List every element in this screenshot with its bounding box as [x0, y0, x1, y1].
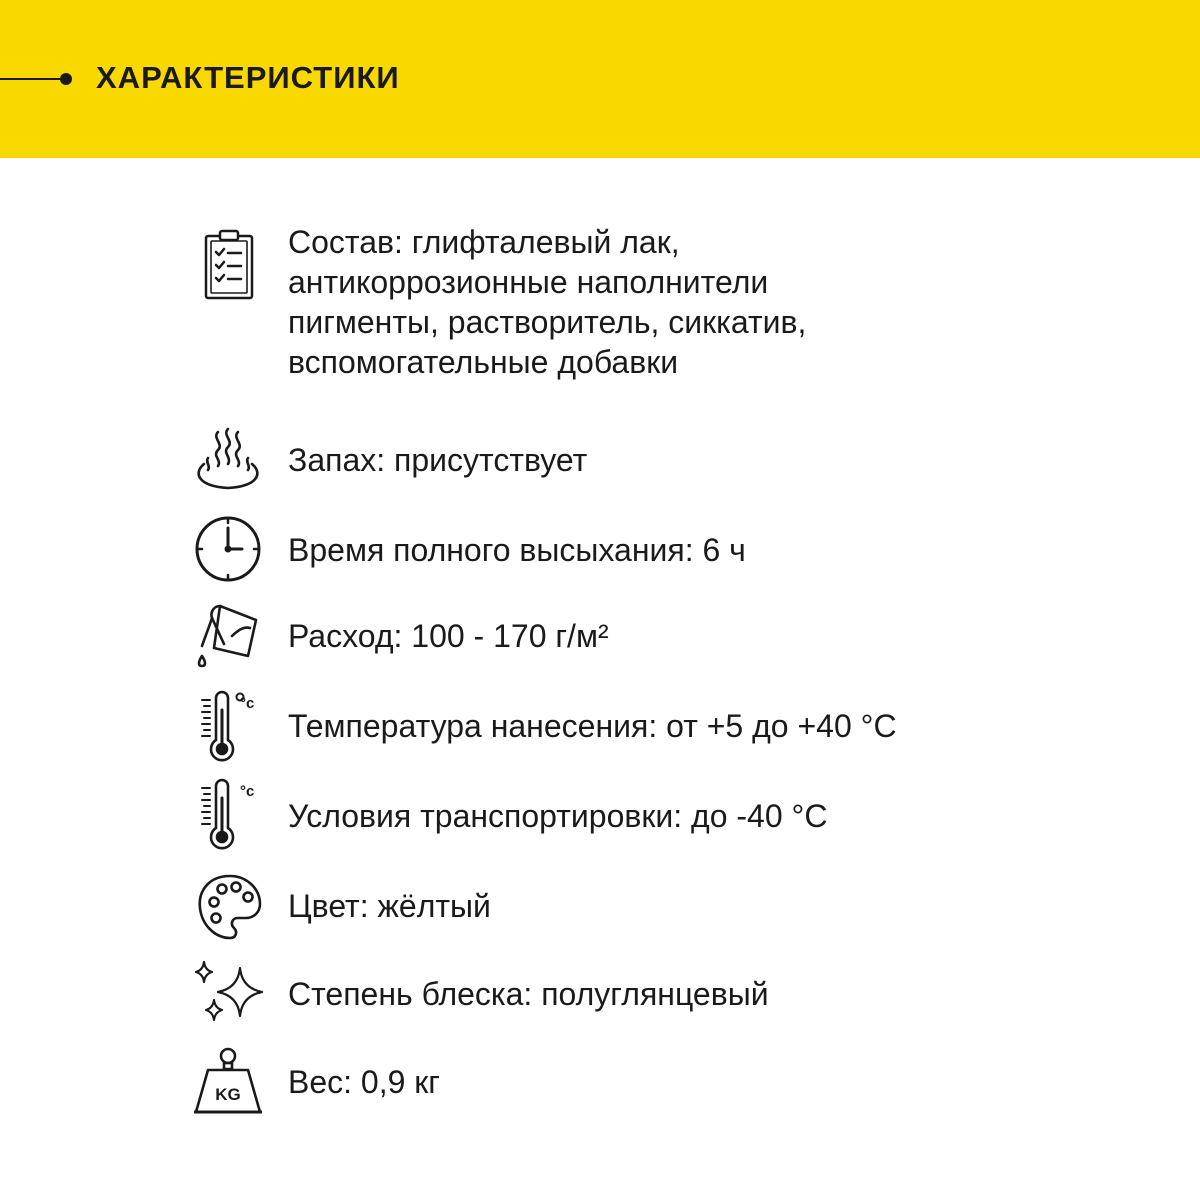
color-text: Цвет: жёлтый — [288, 888, 491, 924]
composition-line: пигменты, растворитель, сиккатив, — [288, 304, 807, 340]
thermometer-celsius-icon — [190, 778, 266, 850]
clock-icon — [190, 514, 266, 584]
clipboard-checklist-icon — [190, 228, 266, 300]
gloss-level-text: Степень блеска: полуглянцевый — [288, 976, 769, 1012]
composition-text — [288, 222, 806, 382]
thermometer-celsius-icon — [190, 690, 266, 762]
kg-badge: KG — [215, 1085, 241, 1104]
characteristic-consumption — [190, 600, 1150, 672]
paint-bucket-pour-icon — [190, 600, 266, 672]
characteristic-application-temperature — [190, 690, 1150, 762]
weight-text: Вес: 0,9 кг — [288, 1064, 440, 1100]
composition-line: антикоррозионные наполнители — [288, 264, 769, 300]
characteristic-weight — [190, 1044, 1150, 1120]
kg-weight-icon — [190, 1044, 266, 1120]
characteristic-gloss-level — [190, 958, 1150, 1030]
composition-line: Состав: глифталевый лак, — [288, 224, 680, 260]
smell-text: Запах: присутствует — [288, 442, 588, 478]
header-rule-line — [0, 78, 64, 80]
characteristic-color — [190, 872, 1150, 942]
transport-conditions-text: Условия транспортировки: до -40 °С — [288, 798, 828, 834]
consumption-text: Расход: 100 - 170 г/м² — [288, 618, 609, 654]
drying-time-text: Время полного высыхания: 6 ч — [288, 532, 746, 568]
characteristic-smell — [190, 424, 1150, 494]
composition-line: вспомогательные добавки — [288, 344, 679, 380]
application-temperature-text: Температура нанесения: от +5 до +40 °С — [288, 708, 897, 744]
characteristic-transport-conditions — [190, 778, 1150, 850]
characteristic-composition — [190, 222, 1150, 392]
page-title: ХАРАКТЕРИСТИКИ — [96, 60, 400, 95]
header-dot — [60, 73, 72, 85]
header-banner — [0, 0, 1200, 158]
characteristic-drying-time — [190, 514, 1150, 584]
sparkles-icon — [190, 958, 266, 1030]
celsius-badge: °c — [240, 783, 255, 800]
palette-icon — [190, 872, 266, 942]
steam-smell-icon — [190, 424, 266, 494]
celsius-badge: °c — [240, 695, 255, 712]
